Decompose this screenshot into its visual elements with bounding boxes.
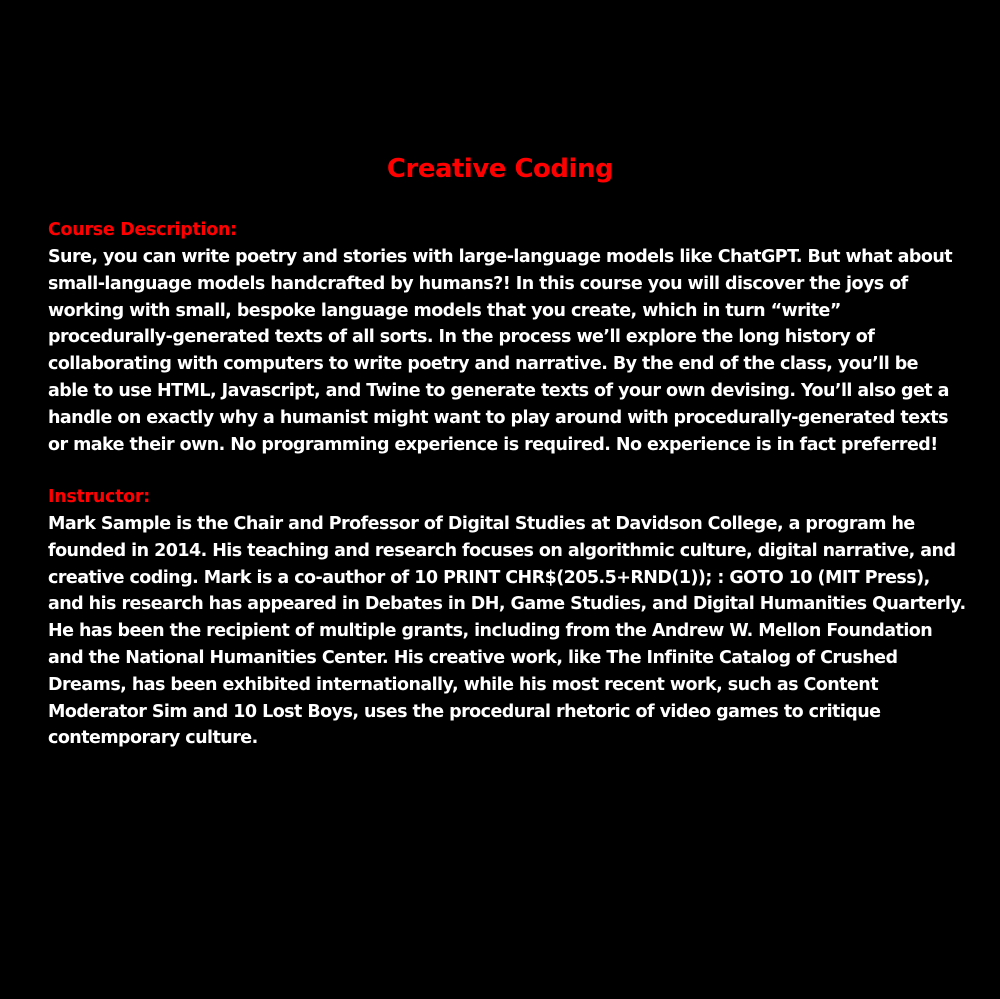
- course-description-line: handle on exactly why a humanist might want to play around with procedurally-generated texts: [48, 407, 948, 428]
- instructor-bio-line: and his research has appeared in Debates in DH, Game Studies, and Digital Humanities Quarterly.: [48, 594, 966, 615]
- instructor-bio-line: and the National Humanities Center. His creative work, like The Infinite Catalog of Crushed: [48, 647, 898, 668]
- instructor-section: [48, 484, 968, 752]
- course-description-line: collaborating with computers to write poetry and narrative. By the end of the class, you’ll be: [48, 354, 918, 375]
- course-description-line: able to use HTML, Javascript, and Twine to generate texts of your own devising. You’ll also get a: [48, 380, 949, 401]
- instructor-bio-line: He has been the recipient of multiple grants, including from the Andrew W. Mellon Foundation: [48, 621, 933, 642]
- instructor-bio-line: contemporary culture.: [48, 728, 258, 749]
- course-description-heading: Course Description:: [48, 220, 237, 240]
- course-description-line: procedurally-generated texts of all sorts. In the process we’ll explore the long history of: [48, 327, 875, 348]
- instructor-bio-line: Dreams, has been exhibited internationally, while his most recent work, such as Content: [48, 674, 879, 695]
- instructor-bio-line: founded in 2014. His teaching and research focuses on algorithmic culture, digital narrative, and: [48, 540, 956, 561]
- course-description-line: working with small, bespoke language models that you create, which in turn “write”: [48, 300, 841, 321]
- page-title: Creative Coding: [386, 154, 614, 184]
- instructor-bio-line: Mark Sample is the Chair and Professor of Digital Studies at Davidson College, a program he: [48, 514, 915, 534]
- course-description-text: [48, 244, 968, 458]
- course-description-line: small-language models handcrafted by humans?! In this course you will discover the joys of: [48, 273, 908, 294]
- course-description-line: or make their own. No programming experience is required. No experience is in fact preferred!: [48, 434, 938, 455]
- instructor-bio-line: Moderator Sim and 10 Lost Boys, uses the procedural rhetoric of video games to critique: [48, 701, 881, 722]
- course-description-line: Sure, you can write poetry and stories with large-language models like ChatGPT. But what about: [48, 247, 953, 267]
- instructor-bio-text: [48, 511, 968, 752]
- instructor-bio-line: creative coding. Mark is a co-author of 10 PRINT CHR$(205.5+RND(1)); : GOTO 10 (MIT Press),: [48, 567, 930, 588]
- course-description-section: [48, 217, 968, 458]
- instructor-heading: Instructor:: [48, 487, 150, 507]
